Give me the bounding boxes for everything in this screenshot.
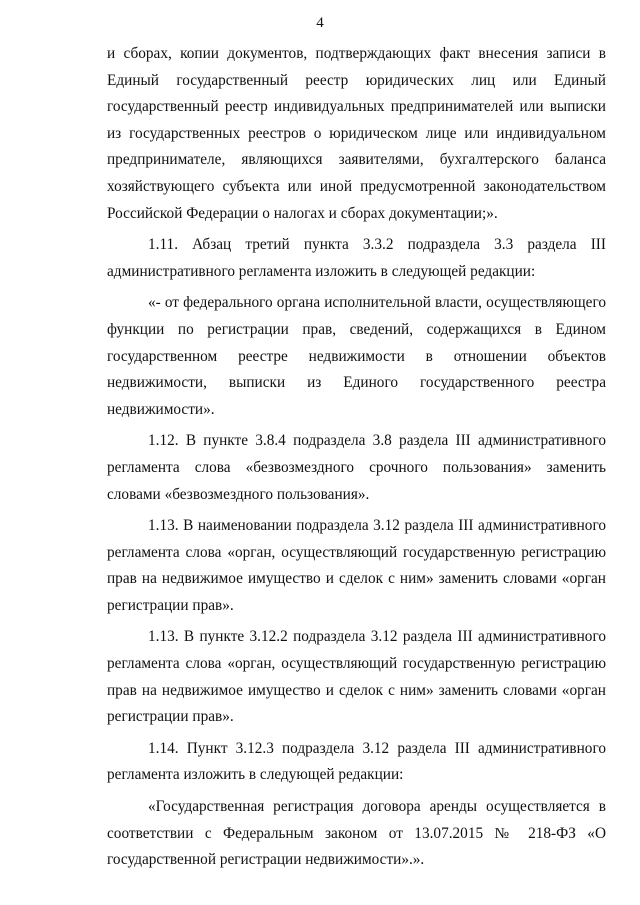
paragraph-1-13-item: 1.13. В пункте 3.12.2 подраздела 3.12 раздела III административного регламента слова «орган, осуществляющий государственную регистрацию прав на недвижимое имущество и сделок с ним» заменить словами «орган регистрации прав». [107, 628, 606, 726]
paragraph-1-14-quote: «Государственная регистрация договора аренды осуществляется в соответствии с Федеральным законом от 13.07.2015 № 218-ФЗ «О государственной регистрации недвижимости».». [107, 798, 606, 869]
paragraph-continuation: и сборах, копии документов, подтверждающих факт внесения записи в Единый государственный реестр юридических лиц или Единый государственный реестр индивидуальных предпринимателей или выписки из государственных реестров о юридическом лице или индивидуальном предпринимателе, являющихся заявителями, бухгалтерского баланса хозяйствующего субъекта или иной предусмотренной законодательством Российской Федерации о налогах и сборах документации;». [107, 45, 606, 222]
paragraph-1-13-heading: 1.13. В наименовании подраздела 3.12 раздела III административного регламента слова «орган, осуществляющий государственную регистрацию прав на недвижимое имущество и сделок с ним» заменить словами «орган регистрации прав». [107, 517, 606, 614]
document-body [107, 41, 606, 879]
paragraph-1-12: 1.12. В пункте 3.8.4 подраздела 3.8 раздела III административного регламента слова «безвозмездного срочного пользования» заменить словами «безвозмездного пользования». [107, 432, 606, 503]
paragraph-1-11: 1.11. Абзац третий пункта 3.3.2 подраздела 3.3 раздела III административного регламента изложить в следующей редакции: [107, 236, 606, 280]
paragraph-1-11-quote: «- от федерального органа исполнительной власти, осуществляющего функции по регистрации прав, сведений, содержащихся в Едином государственном реестре недвижимости в отношении объектов недвижимости, выписки из Единого государственного реестра недвижимости». [107, 294, 606, 418]
paragraph-1-14: 1.14. Пункт 3.12.3 подраздела 3.12 раздела III административного регламента изложить в следующей редакции: [107, 739, 606, 784]
page-number: 4 [316, 15, 324, 31]
